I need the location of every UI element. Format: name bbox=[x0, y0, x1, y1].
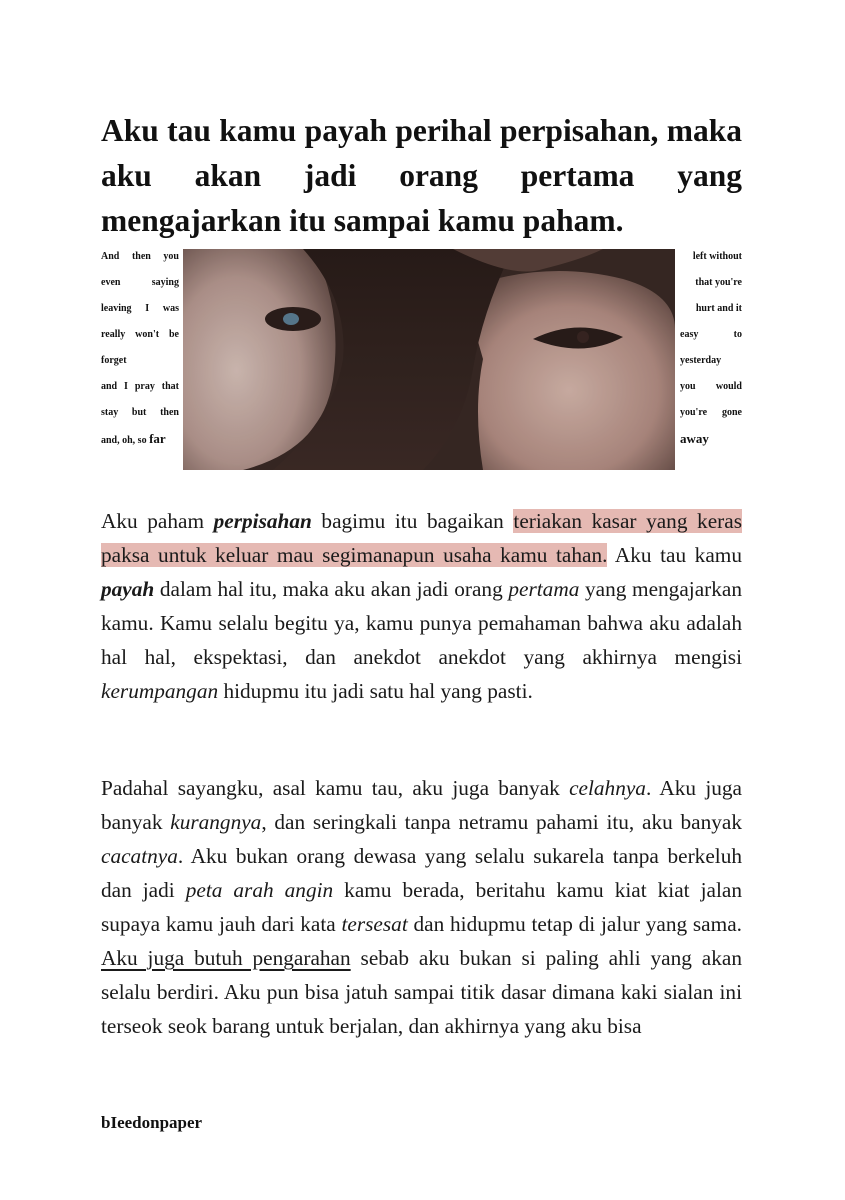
text-run: Aku tau kamu bbox=[607, 543, 742, 567]
text-run: hidupmu itu jadi satu hal yang pasti. bbox=[218, 679, 533, 703]
text-run: . Aku bukan orang dewasa yang selalu sukarela tanpa berkeluh dan jadi bbox=[101, 844, 742, 902]
lyric-line: left without bbox=[692, 251, 742, 262]
emphasis-italic: kurangnya bbox=[170, 810, 262, 834]
emphasis-italic: cacatnya bbox=[101, 844, 178, 868]
highlighted-text: teriakan kasar yang keras paksa untuk keluar mau segimanapun usaha kamu tahan. bbox=[101, 509, 742, 567]
lyric-line-last: away bbox=[680, 431, 709, 446]
cover-photo bbox=[183, 249, 675, 470]
emphasis-italic: tersesat bbox=[341, 912, 408, 936]
emphasis-italic: kerumpangan bbox=[101, 679, 219, 703]
text-run: Padahal sayangku, asal kamu tau, aku juga banyak bbox=[101, 776, 570, 800]
text-run: . Aku juga banyak bbox=[101, 776, 742, 834]
lyric-line: even saying bbox=[101, 277, 179, 288]
author-signature: bIeedonpaper bbox=[101, 1113, 203, 1132]
emphasis-italic: celahnya bbox=[569, 776, 646, 800]
text-run: sebab aku bukan si paling ahli yang akan selalu berdiri. Aku pun bisa jatuh sampai titik dasar dimana kaki sialan ini terseok seok barang untuk berjalan, dan akhirnya yang aku bisa bbox=[101, 946, 742, 1038]
lyric-line: easy to bbox=[680, 329, 742, 340]
lyric-line: you're gone bbox=[680, 407, 742, 418]
text-run: kamu berada, beritahu kamu kiat kiat jalan supaya kamu jauh dari kata bbox=[101, 878, 742, 936]
lyric-line: forget bbox=[101, 355, 127, 366]
lyric-line: really won't be bbox=[101, 329, 179, 340]
lyric-text: and, oh, so bbox=[101, 435, 150, 446]
lyric-line: leaving I was bbox=[101, 303, 179, 314]
text-run: dalam hal itu, maka aku akan jadi orang bbox=[154, 577, 509, 601]
lyric-emphasis: far bbox=[149, 431, 166, 446]
text-run: yang mengajarkan kamu. Kamu selalu begitu ya, kamu punya pemahaman bahwa aku adalah hal hal, ekspektasi, dan anekdot anekdot yang akhirnya mengisi bbox=[101, 577, 742, 669]
lyric-line: hurt and it bbox=[695, 303, 742, 314]
text-run: Aku paham bbox=[101, 509, 214, 533]
lyric-line: And then you bbox=[101, 251, 179, 262]
text-run: , dan seringkali tanpa netramu pahami itu, aku banyak bbox=[261, 810, 742, 834]
emphasis-bold: perpisahan bbox=[213, 509, 312, 533]
lyrics-right-column bbox=[680, 244, 742, 452]
lyric-line: yesterday bbox=[680, 355, 722, 366]
emphasis-italic: pertama bbox=[508, 577, 580, 601]
emphasis-bold: payah bbox=[101, 577, 155, 601]
lyric-line: that you're bbox=[695, 277, 742, 288]
paragraph-2 bbox=[101, 771, 742, 1043]
lyric-line-last bbox=[101, 426, 179, 452]
emphasis-italic: peta arah angin bbox=[185, 878, 334, 902]
lyrics-left-column bbox=[101, 244, 179, 452]
text-run: dan hidupmu tetap di jalur yang sama. bbox=[407, 912, 742, 936]
lyric-line: stay but then bbox=[101, 407, 179, 418]
lyric-line: and I pray that bbox=[101, 381, 179, 392]
text-run: bagimu itu bagaikan bbox=[311, 509, 514, 533]
underlined-text: Aku juga butuh pengarahan bbox=[101, 946, 351, 970]
page-title: Aku tau kamu payah perihal perpisahan, maka aku akan jadi orang pertama yang mengajarkan itu sampai kamu paham. bbox=[101, 113, 742, 238]
lyric-line: you would bbox=[680, 381, 742, 392]
paragraph-1 bbox=[101, 504, 742, 708]
